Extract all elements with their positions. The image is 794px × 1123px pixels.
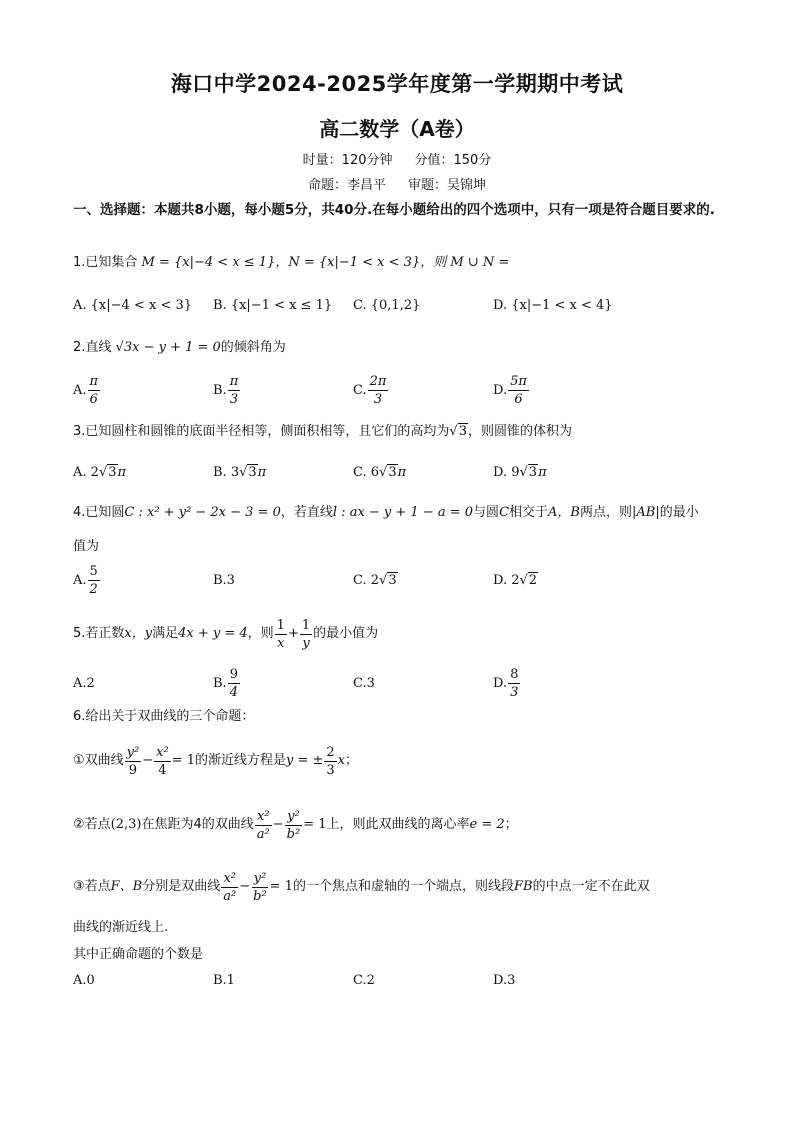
- p1-text: ①双曲线: [73, 753, 124, 768]
- pi-symbol: π: [117, 464, 127, 480]
- q5-option-b[interactable]: [213, 663, 241, 703]
- p1-x: x: [337, 753, 346, 768]
- q1-option-b[interactable]: B. {x|−1 < x ≤ 1}: [213, 297, 333, 313]
- q2-math: √3x − y + 1 = 0: [115, 340, 221, 355]
- numerator: 1: [301, 617, 311, 633]
- q6-option-c[interactable]: C.2: [353, 972, 375, 988]
- numerator: y²: [287, 808, 300, 824]
- option-label: C.: [353, 382, 367, 398]
- q4-options: [73, 560, 733, 600]
- numerator: 9: [229, 666, 238, 682]
- q4-text: ，若直线: [280, 505, 333, 520]
- numerator: 2π: [369, 373, 387, 389]
- proposition-3: [73, 867, 733, 907]
- pi-symbol: π: [538, 464, 547, 480]
- denominator: a²: [256, 826, 270, 842]
- exam-author: 命题：李昌平: [307, 178, 386, 193]
- radicand: 3: [458, 424, 467, 439]
- denominator: b²: [286, 826, 301, 842]
- q1-math: M = {x|−4 < x ≤ 1}，N = {x|−1 < x < 3}: [141, 255, 421, 270]
- q4-text: 的最小: [659, 505, 699, 520]
- radical: √3: [98, 464, 117, 480]
- p2-eccentricity: e = 2: [469, 817, 505, 832]
- q4-ab: |AB|: [632, 505, 660, 520]
- radical: √3: [239, 464, 257, 480]
- exam-reviewer: 审题：吴锦坤: [408, 178, 487, 193]
- q3-option-c[interactable]: [353, 452, 406, 492]
- p3-text: 分别是双曲线: [142, 879, 221, 894]
- denominator: 6: [89, 391, 98, 407]
- q1-suffix: ，则 M ∪ N =: [420, 255, 510, 270]
- radical: √3: [449, 424, 467, 439]
- numerator: 2: [326, 744, 335, 760]
- q5-text: 的最小值为: [313, 626, 379, 641]
- plus-sign: +: [287, 626, 299, 641]
- fraction: [221, 870, 238, 905]
- q5-condition: 4x + y = 4: [178, 626, 248, 641]
- p2-end: ；: [504, 817, 518, 832]
- q2-suffix: 的倾斜角为: [220, 340, 286, 355]
- q5-option-d[interactable]: [493, 663, 521, 703]
- q6-option-d[interactable]: D.3: [493, 972, 516, 988]
- option-label: B.: [213, 382, 227, 398]
- q1-option-a[interactable]: A. {x|−4 < x < 3}: [73, 297, 192, 313]
- q3-option-a[interactable]: [73, 452, 126, 492]
- p2-point: (2,3): [110, 817, 142, 832]
- denominator: x: [277, 635, 285, 651]
- q4-text: 两点，则: [579, 505, 632, 520]
- option-label: D.: [493, 675, 508, 691]
- numerator: π: [229, 373, 239, 389]
- fraction: [125, 744, 142, 779]
- denominator: b²: [253, 888, 267, 904]
- q3-option-d[interactable]: [493, 452, 547, 492]
- denominator: 3: [373, 391, 383, 407]
- denominator: 6: [514, 391, 523, 407]
- question-3: [73, 422, 733, 442]
- q3-option-b[interactable]: [213, 452, 266, 492]
- q2-option-a[interactable]: [73, 370, 101, 410]
- radicand: 3: [388, 464, 397, 480]
- equals-one: = 1: [303, 817, 327, 832]
- option-label: A.: [73, 572, 87, 588]
- denominator: a²: [223, 888, 237, 904]
- q4-circle: C : x² + y² − 2x − 3 = 0: [124, 505, 281, 520]
- denominator: y: [302, 635, 310, 651]
- q2-option-b[interactable]: [213, 370, 241, 410]
- radicand: 3: [108, 464, 117, 480]
- p3-text: 的一个焦点和虚轴的一个端点，则线段: [292, 879, 514, 894]
- q4-option-b[interactable]: B.3: [213, 572, 235, 588]
- option-label: B.: [213, 675, 227, 691]
- p1-text: 的渐近线方程是: [194, 753, 286, 768]
- numerator: y²: [253, 870, 267, 886]
- fraction: [228, 666, 240, 701]
- q3-text: 3.已知圆柱和圆锥的底面半径相等，侧面积相等，且它们的高均为: [73, 424, 450, 439]
- p2-text: ②若点: [73, 817, 111, 832]
- q4-line: l : ax − y + 1 − a = 0: [332, 505, 474, 520]
- q2-prefix: 2.直线: [73, 340, 116, 355]
- exam-time: 时量：120分钟: [302, 153, 393, 168]
- q4-option-c[interactable]: [353, 560, 398, 600]
- fraction: [368, 373, 389, 408]
- q4-option-d[interactable]: [493, 560, 538, 600]
- p1-end: ；: [345, 753, 359, 768]
- q1-option-c[interactable]: C. {0,1,2}: [353, 297, 421, 313]
- question-6: 6.给出关于双曲线的三个命题：: [73, 709, 255, 724]
- radicand: 3: [388, 572, 397, 588]
- numerator: 5: [89, 563, 98, 579]
- fraction: [228, 373, 241, 408]
- numerator: 8: [510, 666, 519, 682]
- denominator: 4: [229, 684, 238, 700]
- radicand: 2: [528, 572, 538, 588]
- radical: √3: [379, 464, 397, 480]
- q5-text: 满足: [152, 626, 179, 641]
- equals-one: = 1: [171, 753, 195, 768]
- q6-options: [73, 960, 733, 1000]
- numerator: 5π: [510, 373, 527, 389]
- question-6-ask: 其中正确命题的个数是: [73, 947, 204, 962]
- exam-meta-line1: [0, 149, 794, 168]
- q5-text: 5.若正数: [73, 626, 125, 641]
- minus-sign: −: [142, 753, 154, 768]
- q4-text: 与圆: [473, 505, 500, 520]
- denominator: 9: [128, 762, 138, 778]
- numerator: 1: [276, 617, 285, 633]
- q1-prefix: 1.已知集合: [73, 255, 142, 270]
- fraction: [88, 373, 101, 408]
- fraction: [508, 666, 520, 701]
- fraction: [324, 744, 336, 779]
- question-4-line2: 值为: [73, 539, 100, 554]
- q6-option-b[interactable]: B.1: [213, 972, 235, 988]
- exam-subtitle: 高二数学（A卷）: [319, 117, 475, 141]
- radicand: 3: [528, 464, 538, 480]
- fraction: [275, 617, 287, 652]
- proposition-1: [73, 741, 733, 781]
- numerator: x²: [156, 744, 169, 760]
- denominator: 3: [510, 684, 519, 700]
- radicand: 3: [248, 464, 257, 480]
- denominator: 4: [158, 762, 167, 778]
- exam-score: 分值：150分: [414, 153, 492, 168]
- radical: √3: [519, 464, 538, 480]
- option-label: C. 6: [353, 464, 380, 480]
- numerator: y²: [126, 744, 140, 760]
- p3-text: 的中点一定不在此双: [532, 879, 650, 894]
- q3-options: [73, 452, 733, 492]
- numerator: x²: [223, 870, 236, 886]
- q5-vars: x，y: [124, 626, 153, 641]
- q5-text: ，则: [247, 626, 274, 641]
- pi-symbol: π: [397, 464, 407, 480]
- p3-segment: FB: [513, 879, 533, 894]
- p3-points: F、B: [110, 879, 143, 894]
- denominator: 3: [326, 762, 335, 778]
- fraction: [300, 617, 312, 652]
- proposition-2: [73, 805, 733, 845]
- fraction: [88, 563, 100, 598]
- question-4: [73, 503, 733, 523]
- option-label: A.: [73, 382, 87, 398]
- q4-text: 4.已知圆: [73, 505, 125, 520]
- fraction: [255, 808, 272, 843]
- q6-option-a[interactable]: A.0: [73, 972, 95, 988]
- fraction: [154, 744, 171, 779]
- fraction: [285, 808, 303, 843]
- p2-text: 上，则此双曲线的离心率: [326, 817, 470, 832]
- option-label: D. 9: [493, 464, 520, 480]
- exam-title: 海口中学2024-2025学年度第一学期期中考试: [170, 72, 624, 96]
- q5-options: [73, 663, 733, 703]
- q1-option-d[interactable]: D. {x|−1 < x < 4}: [493, 297, 613, 313]
- minus-sign: −: [272, 817, 284, 832]
- p1-asymptote: y = ±: [285, 753, 324, 768]
- q2-option-c[interactable]: [353, 370, 389, 410]
- q2-option-d[interactable]: [493, 370, 530, 410]
- fraction: [508, 373, 529, 408]
- radical: √3: [379, 572, 397, 588]
- fraction: [251, 870, 269, 905]
- option-label: C. 2: [353, 572, 380, 588]
- option-label: B. 3: [213, 464, 240, 480]
- denominator: 2: [89, 581, 98, 597]
- option-label: D. 2: [493, 572, 520, 588]
- equals-one: = 1: [269, 879, 293, 894]
- q4-points: A，B: [548, 505, 580, 520]
- p2-text: 在焦距为4的双曲线: [141, 817, 254, 832]
- option-label: A. 2: [73, 464, 99, 480]
- question-5: [73, 614, 733, 654]
- q2-options: [73, 370, 733, 410]
- q5-option-c[interactable]: C.3: [353, 675, 375, 691]
- pi-symbol: π: [257, 464, 267, 480]
- q5-option-a[interactable]: A.2: [73, 675, 95, 691]
- question-2: [73, 338, 733, 358]
- numerator: x²: [256, 808, 270, 824]
- p3-text: ③若点: [73, 879, 111, 894]
- section-heading: 一、选择题：本题共8小题，每小题5分，共40分.在每小题给出的四个选项中，只有一项是符合题目要求的.: [73, 202, 715, 218]
- radical: √2: [519, 572, 538, 588]
- exam-meta-line2: [0, 174, 794, 193]
- numerator: π: [89, 373, 99, 389]
- q4-option-a[interactable]: [73, 560, 101, 600]
- q4-text: 相交于: [509, 505, 549, 520]
- denominator: 3: [229, 391, 239, 407]
- q3-text-end: ，则圆锥的体积为: [467, 424, 572, 439]
- question-1: [73, 253, 733, 273]
- q4-circle-name: C: [499, 505, 510, 520]
- option-label: D.: [493, 382, 508, 398]
- proposition-3-line2: 曲线的渐近线上.: [73, 920, 169, 935]
- q1-options: [73, 285, 733, 325]
- minus-sign: −: [239, 879, 251, 894]
